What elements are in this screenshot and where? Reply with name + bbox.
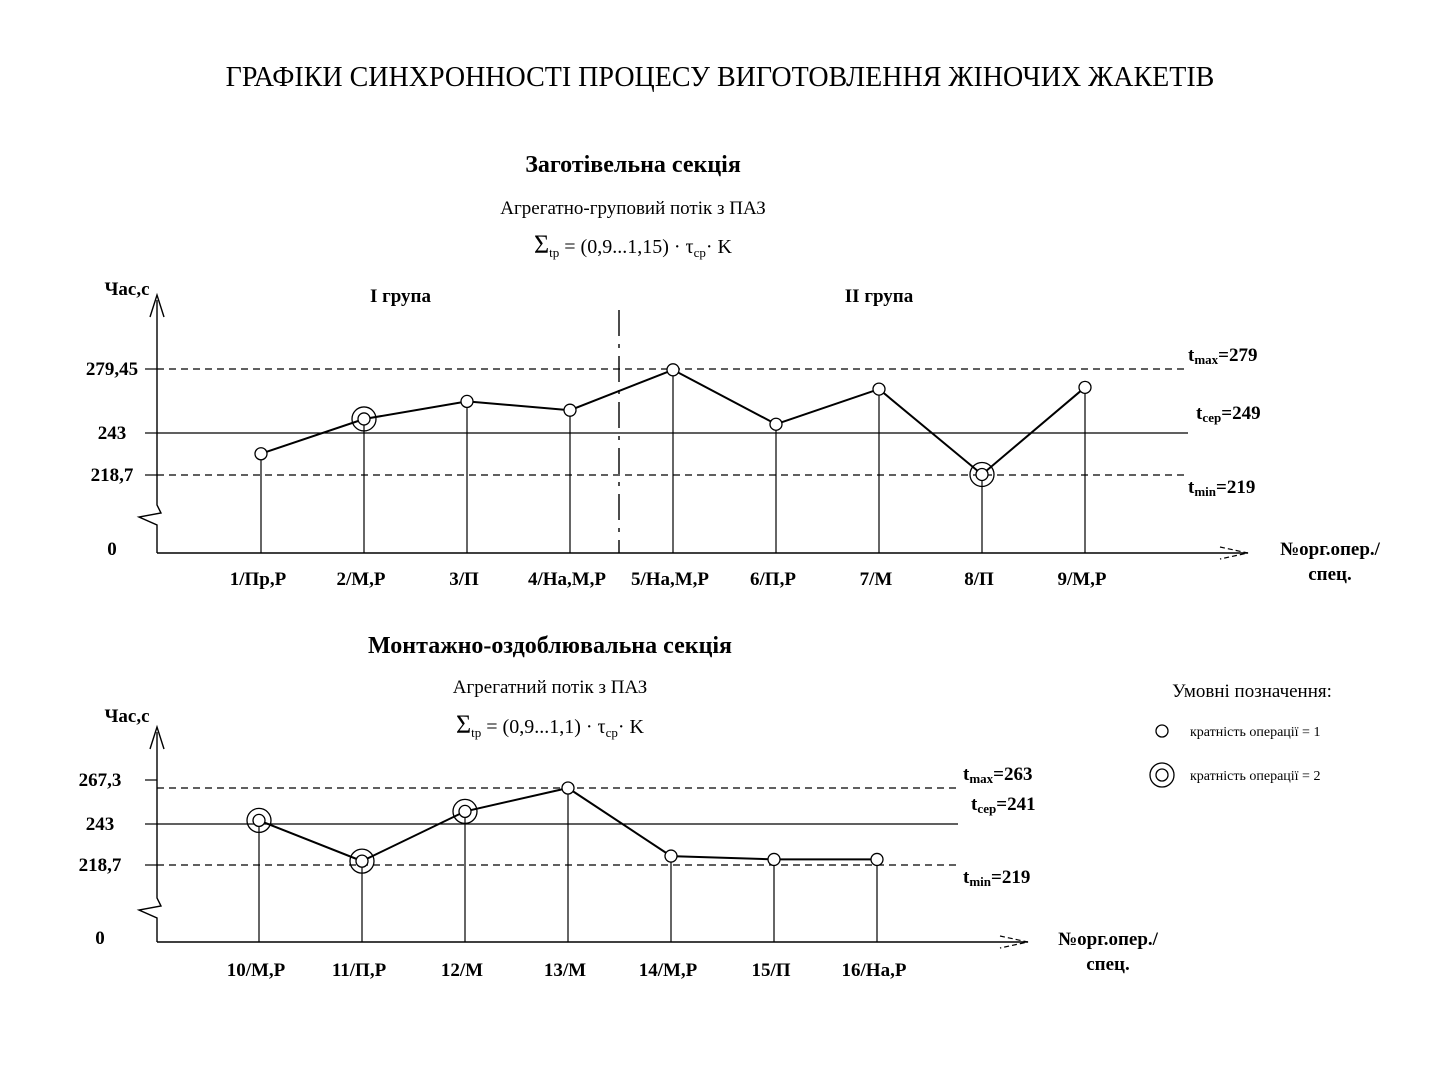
y-tick-label: 0 [95, 928, 105, 949]
x-tick-label: 8/П [964, 569, 994, 590]
group-label: I група [369, 286, 432, 307]
ref-label-main: t [1196, 403, 1203, 424]
data-point [665, 850, 677, 862]
y-axis-line [139, 300, 161, 553]
ref-label-sub: max [969, 771, 994, 786]
y-tick-label: 267,3 [78, 770, 122, 791]
chart-assembly-finishing-section [79, 633, 1159, 981]
data-point [871, 853, 883, 865]
x-tick-label: 10/М,Р [226, 960, 286, 981]
legend [1150, 681, 1332, 787]
data-point [873, 383, 885, 395]
x-axis-label-line2: спец. [1308, 564, 1352, 585]
data-point [564, 404, 576, 416]
data-point [253, 814, 265, 826]
group-label: II група [844, 286, 914, 307]
formula-tail: · K [705, 236, 732, 258]
reference-label-min [963, 867, 1030, 889]
ref-label-sub: min [1194, 484, 1216, 499]
formula-body: = (0,9...1,15) · τ [559, 236, 694, 258]
legend-item-label: кратність операції = 2 [1190, 769, 1321, 784]
formula-body: = (0,9...1,1) · τ [481, 716, 606, 738]
y-tick-label: 279,45 [85, 359, 139, 380]
x-tick-label: 1/Пр,Р [229, 569, 287, 590]
x-tick-label: 16/На,Р [841, 960, 907, 981]
chart-subtitle: Агрегатно-груповий потік з ПАЗ [500, 198, 766, 219]
y-axis-line [139, 732, 161, 942]
ref-label-tail: =263 [993, 764, 1033, 785]
legend-item-label: кратність операції = 1 [1190, 725, 1321, 740]
x-tick-label: 14/М,Р [638, 960, 698, 981]
y-tick-label: 218,7 [78, 855, 122, 876]
y-tick-label: 243 [85, 814, 115, 835]
ref-label-tail: =249 [1221, 403, 1261, 424]
y-axis-label: Час,с [104, 706, 150, 727]
y-tick-label: 243 [97, 423, 127, 444]
data-point [768, 853, 780, 865]
ref-label-tail: =241 [996, 794, 1036, 815]
ref-label-tail: =279 [1218, 345, 1258, 366]
chart-subtitle: Агрегатний потік з ПАЗ [452, 677, 648, 698]
flow-formula [456, 710, 645, 740]
x-tick-label: 5/На,М,Р [630, 569, 710, 590]
formula-sub-cp: cp [605, 725, 618, 740]
x-tick-label: 15/П [751, 960, 791, 981]
x-axis-label: №орг.опер./ [1058, 929, 1158, 950]
ref-label-tail: =219 [991, 867, 1031, 888]
x-tick-label: 7/М [859, 569, 893, 590]
data-point [1079, 381, 1091, 393]
y-tick-label: 0 [107, 539, 117, 560]
data-point [459, 805, 471, 817]
chart-preparatory-section [86, 152, 1381, 590]
chart-title: Заготівельна секція [525, 152, 741, 178]
data-point [461, 395, 473, 407]
data-point [255, 448, 267, 460]
formula-sub-cp: cp [693, 245, 706, 260]
x-tick-label: 4/На,М,Р [527, 569, 607, 590]
y-tick-label: 218,7 [90, 465, 134, 486]
data-point [770, 418, 782, 430]
formula-sigma: Σ [534, 230, 550, 259]
data-point [358, 413, 370, 425]
ref-label-main: t [963, 764, 970, 785]
reference-label-max [1188, 345, 1258, 367]
reference-label-сер [971, 794, 1036, 816]
data-point [356, 855, 368, 867]
ref-label-main: t [963, 867, 970, 888]
legend-title: Умовні позначення: [1172, 681, 1332, 702]
x-axis-label-line2: спец. [1086, 954, 1130, 975]
legend-marker [1156, 769, 1168, 781]
flow-formula [534, 230, 733, 260]
ref-label-main: t [971, 794, 978, 815]
data-point [667, 364, 679, 376]
formula-sigma: Σ [456, 710, 472, 739]
legend-marker [1156, 725, 1168, 737]
ref-label-main: t [1188, 345, 1195, 366]
reference-label-сер [1196, 403, 1261, 425]
chart-title: Монтажно-оздоблювальна секція [367, 633, 733, 659]
reference-label-min [1188, 477, 1255, 499]
ref-label-main: t [1188, 477, 1195, 498]
x-tick-label: 13/М [543, 960, 587, 981]
y-axis-label: Час,с [104, 279, 150, 300]
ref-label-sub: сер [1202, 410, 1222, 425]
x-axis-label: №орг.опер./ [1280, 539, 1380, 560]
page-title: ГРАФІКИ СИНХРОННОСТІ ПРОЦЕСУ ВИГОТОВЛЕННЯ ЖІНОЧИХ ЖАКЕТІВ [225, 62, 1215, 93]
x-tick-label: 12/М [440, 960, 484, 981]
formula-sub-tp: tp [549, 245, 560, 260]
x-tick-label: 9/М,Р [1057, 569, 1107, 590]
ref-label-sub: min [969, 874, 991, 889]
x-tick-label: 6/П,Р [750, 569, 796, 590]
x-tick-label: 3/П [449, 569, 479, 590]
x-tick-label: 2/М,Р [336, 569, 386, 590]
formula-tail: · K [617, 716, 644, 738]
ref-label-sub: max [1194, 352, 1219, 367]
reference-label-max [963, 764, 1033, 786]
data-point [976, 468, 988, 480]
formula-sub-tp: tp [471, 725, 482, 740]
ref-label-sub: сер [977, 801, 997, 816]
ref-label-tail: =219 [1216, 477, 1256, 498]
data-point [562, 782, 574, 794]
x-tick-label: 11/П,Р [331, 960, 387, 981]
